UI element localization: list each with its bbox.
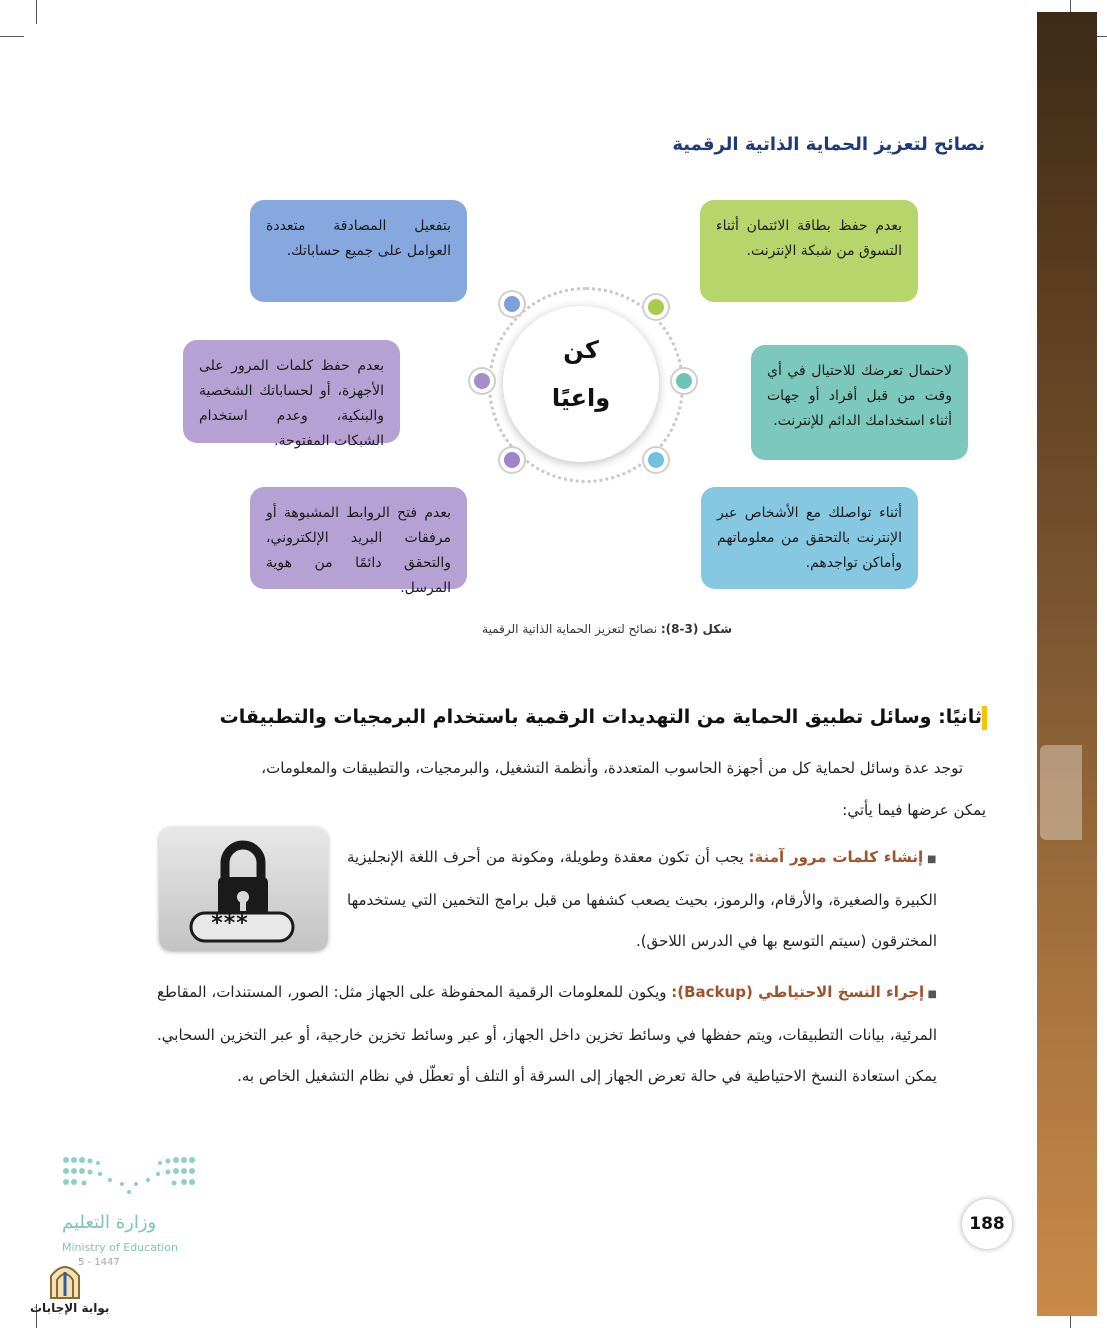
ministry-name-arabic: وزارة التعليم xyxy=(62,1212,157,1233)
side-tab xyxy=(1040,745,1082,840)
bullet-term: إجراء النسخ الاحتياطي (Backup): xyxy=(671,983,925,1001)
password-lock-image xyxy=(159,827,328,951)
connector-dot-violet xyxy=(500,448,524,472)
crop-mark xyxy=(0,36,24,37)
section-title: نصائح لتعزيز الحماية الذاتية الرقمية xyxy=(672,134,985,155)
ministry-name-english: Ministry of Education xyxy=(62,1241,179,1254)
caption-label: شكل (3-8): xyxy=(660,622,732,636)
bullet-text: ويكون للمعلومات الرقمية المحفوظة على الجهاز مثل: الصور، المستندات، المقاطع المرئية، بيانات التطبيقات، ويتم حفظها في وسائط تخزين داخل الجهاز، أو عبر وسائط تخزين خارجية، أو عبر التخزين السحابي. يمكن استعادة النسخ الاحتياطية في حالة تعرض الجهاز إلى السرقة أو التلف أو تعطّل في نظام التشغيل الخاص به. xyxy=(157,983,937,1085)
connector-dot-teal xyxy=(672,369,696,393)
connector-dot-purple xyxy=(470,369,494,393)
section-heading: ثانيًا: وسائل تطبيق الحماية من التهديدات الرقمية باستخدام البرمجيات والتطبيقات xyxy=(219,706,982,728)
bullet-icon: ■ xyxy=(924,989,937,1000)
intro-line-2: يمكن عرضها فيما يأتي: xyxy=(842,801,986,819)
bullet-icon: ■ xyxy=(923,854,937,865)
bullet-password xyxy=(347,837,937,962)
intro-line-1: توجد عدة وسائل لحماية كل من أجهزة الحاسوب المتعددة، وأنظمة التشغيل، والبرمجيات، والتطبيقات والمعلومات، xyxy=(261,759,963,777)
ministry-logo-icon xyxy=(60,1152,200,1197)
tip-card-4: بعدم حفظ كلمات المرور على الأجهزة، أو لحساباتك الشخصية والبنكية، وعدم استخدام الشبكات المفتوحة. xyxy=(183,340,400,443)
connector-dot-blue xyxy=(500,292,524,316)
page-number: 188 xyxy=(962,1199,1012,1249)
side-color-band xyxy=(1037,12,1097,1316)
tip-card-5: أثناء تواصلك مع الأشخاص عبر الإنترنت بالتحقق من معلوماتهم وأماكن تواجدهم. xyxy=(701,487,918,589)
password-mask: *** xyxy=(211,911,249,936)
tip-card-2: بتفعيل المصادقة متعددة العوامل على جميع حساباتك. xyxy=(250,200,467,302)
connector-dot-green xyxy=(644,295,668,319)
caption-text: نصائح لتعزيز الحماية الذاتية الرقمية xyxy=(482,622,661,636)
heading-marker xyxy=(982,706,987,730)
tip-card-6: بعدم فتح الروابط المشبوهة أو مرفقات البريد الإلكتروني، والتحقق دائمًا من هوية المرسل. xyxy=(250,487,467,589)
center-circle xyxy=(503,306,659,462)
tip-card-1: بعدم حفظ بطاقة الائتمان أثناء التسوق من شبكة الإنترنت. xyxy=(700,200,918,302)
figure-caption xyxy=(482,622,732,636)
portal-name: بوابة الإجابات xyxy=(30,1301,110,1315)
bullet-text: يجب أن تكون معقدة وطويلة، ومكونة من أحرف اللغة الإنجليزية الكبيرة والصغيرة، والأرقام، والرموز، بحيث يصعب كشفها من قبل برامج التخمين التي يستخدمها المخترقون (سيتم التوسع بها في الدرس اللاحق). xyxy=(347,848,937,950)
tip-card-3: لاحتمال تعرضك للاحتيال في أي وقت من قبل أفراد أو جهات أثناء استخدامك الدائم للإنترنت. xyxy=(751,345,968,460)
edition-year: 5 - 1447 xyxy=(78,1257,120,1268)
bullet-backup xyxy=(157,972,937,1097)
portal-logo-icon xyxy=(45,1256,85,1300)
connector-dot-lightblue xyxy=(644,448,668,472)
center-line-1: كن xyxy=(563,336,599,364)
crop-mark xyxy=(36,0,37,24)
center-line-2: واعيًا xyxy=(551,384,611,412)
bullet-term: إنشاء كلمات مرور آمنة: xyxy=(748,848,924,866)
